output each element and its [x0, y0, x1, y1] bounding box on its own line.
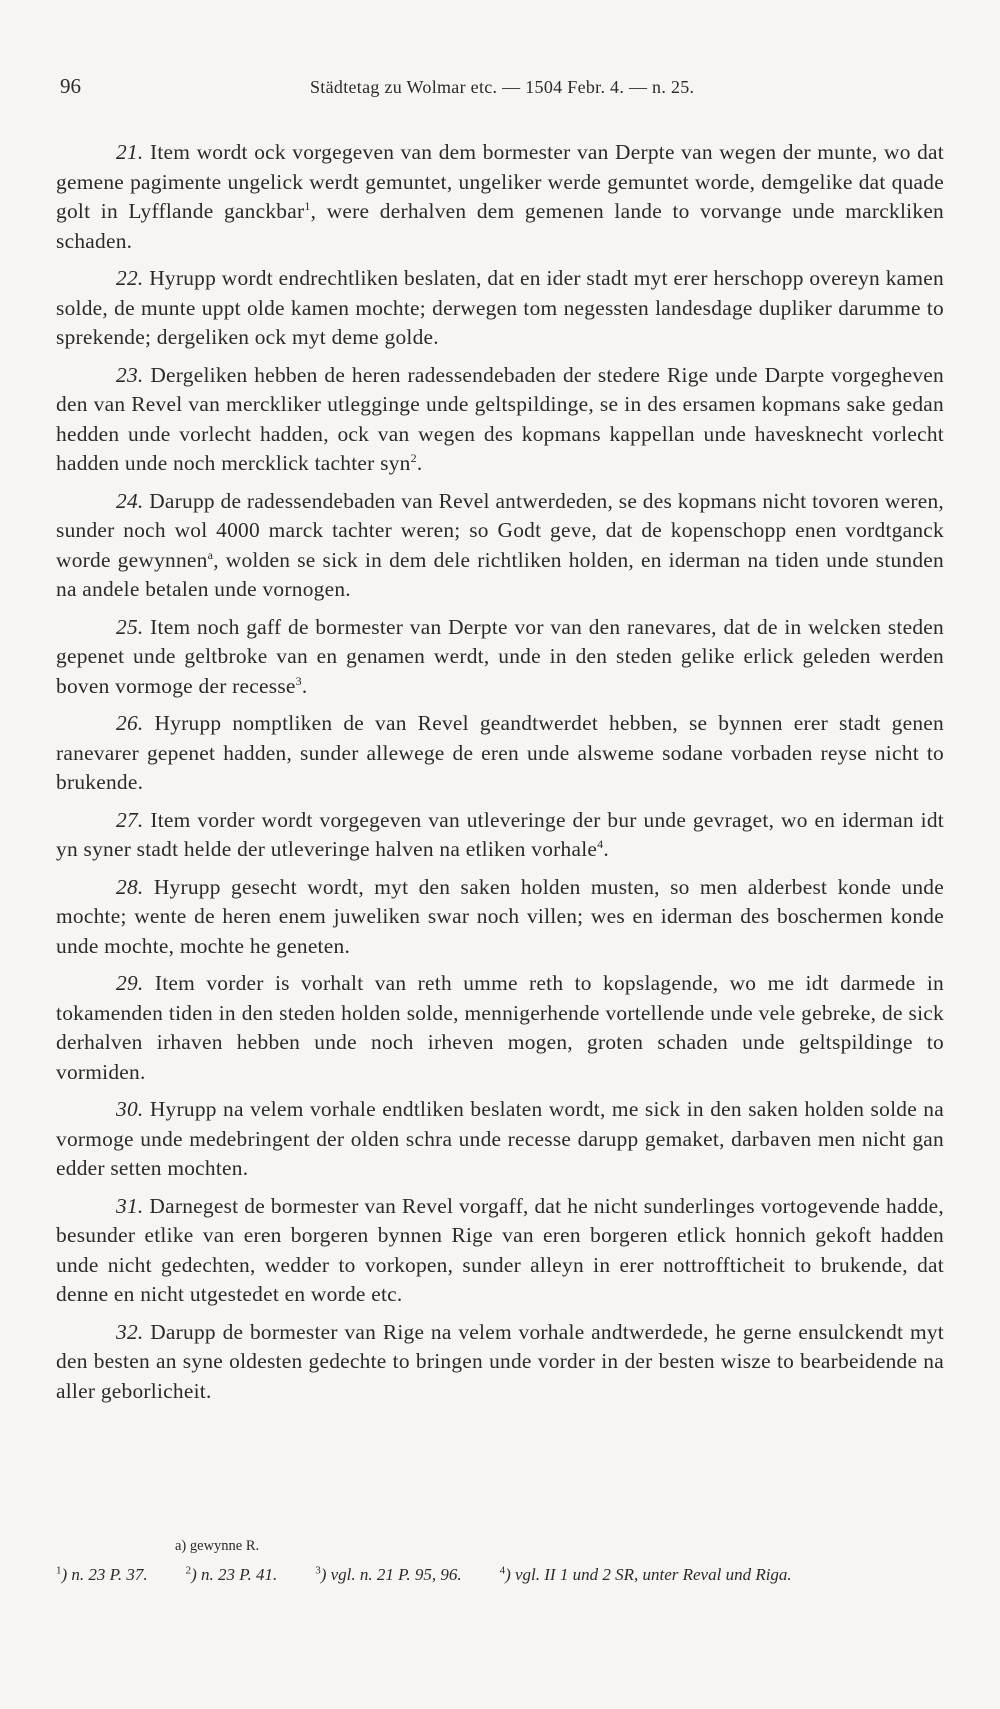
footnote-mark: 4	[499, 1564, 506, 1577]
paragraph-30	[56, 1095, 944, 1184]
paragraph-text-continued: , were derhalven dem gemenen lande to vorvange unde marckliken schaden.	[56, 199, 945, 253]
footnote-mark: 2	[185, 1564, 192, 1577]
footnote-reference: a	[207, 547, 214, 562]
footnote-reference: 3	[295, 673, 302, 688]
paragraph-number: 28.	[116, 874, 144, 899]
footnote-text: ) n. 23 P. 37.	[61, 1565, 148, 1584]
footnote-mark: 1	[56, 1564, 62, 1577]
footnote-3	[315, 1562, 461, 1587]
paragraph-text: Darupp de bormester van Rige na velem vorhale andtwerdede, he gerne ensulckendt myt den besten an syne oldesten gedechte to bringen unde vorder in der besten wisze to bearbeidende na aller geborlicheit.	[56, 1319, 944, 1403]
paragraph-32	[56, 1318, 944, 1407]
page-header	[60, 74, 940, 99]
paragraph-text: Darnegest de bormester van Revel vorgaff, dat he nicht sunderlinges vortogevende hadde, besunder etlike van eren borgeren bynnen Rige van eren borgeren etlick honnich gekoft hadden unde nicht gedechten, wedder to vorkopen, sunder alleyn in erer nottroffticheit to brukende, dat denne en nicht utgestedet en worde etc.	[56, 1193, 944, 1306]
footnote-text: ) n. 23 P. 41.	[191, 1565, 278, 1584]
paragraph-27	[56, 806, 944, 865]
body-text	[56, 138, 944, 1408]
page-number: 96	[60, 74, 81, 98]
footnote-4	[500, 1562, 792, 1587]
paragraph-text: Item vorder wordt vorgegeven van utleveringe der bur unde gevraget, wo en iderman idt yn syner stadt helde der utleveringe halven na etliken vorhale	[56, 807, 944, 861]
footnote-reference: 2	[410, 450, 417, 465]
paragraph-text-continued: .	[416, 451, 423, 475]
paragraph-text: Item noch gaff de bormester van Derpte vor van den ranevares, dat de in welcken steden gepenet unde geltbroke van en genamen werdt, unde in den steden gelike erlick geleden werden boven vormoge der recesse	[56, 614, 944, 698]
paragraph-25	[56, 613, 944, 702]
paragraph-31	[56, 1192, 944, 1310]
paragraph-number: 23.	[116, 362, 144, 387]
paragraph-21	[56, 138, 944, 256]
paragraph-text-continued: , wolden se sick in dem dele richtliken holden, en iderman na tiden unde stunden na andele betalen unde vornogen.	[56, 547, 945, 601]
paragraph-29	[56, 969, 944, 1087]
paragraph-text: Darupp de radessendebaden van Revel antwerdeden, se des kopmans nicht tovoren weren, sunder noch wol 4000 marck tachter weren; so Godt geve, dat de kopenschopp enen vordtganck worde gewynnen	[56, 488, 944, 572]
footnote-reference: 1	[304, 198, 311, 213]
paragraph-28	[56, 873, 944, 962]
paragraph-number: 32.	[116, 1319, 144, 1344]
footnotes	[56, 1562, 944, 1587]
paragraph-text: Item vorder is vorhalt van reth umme reth to kopslagende, wo me idt darmede in tokamenden tiden in den steden holden solde, mennigerhende vortellende unde vele gebreke, de sick derhalven irhaven hebben unde noch irheven mogen, groten schaden unde geltspildinge to vormiden.	[56, 971, 944, 1084]
paragraph-text: Hyrupp wordt endrechtliken beslaten, dat en ider stadt myt erer herschopp overeyn kamen solde, de munte uppt olde kamen mochte; derwegen tom negessten landesdage dupliker darumme to sprekende; dergeliken ock myt deme golde.	[56, 266, 944, 349]
paragraph-number: 27.	[116, 807, 144, 832]
paragraph-number: 21.	[116, 140, 144, 164]
footnote-reference: 4	[597, 836, 604, 851]
footnote-1	[56, 1562, 148, 1587]
footnote-2	[186, 1562, 278, 1587]
paragraph-text-continued: .	[603, 837, 610, 861]
paragraph-text: Hyrupp nomptliken de van Revel geandtwerdet hebben, se bynnen erer stadt genen ranevarer gepenet hadden, sunder allewege de eren unde alsweme sodane vorbaden reyse nicht to brukende.	[56, 711, 944, 794]
paragraph-22	[56, 264, 944, 353]
footnote-text: ) vgl. II 1 und 2 SR, unter Reval und Riga.	[505, 1565, 792, 1584]
footnote-mark: 3	[315, 1564, 321, 1577]
paragraph-number: 31.	[116, 1193, 144, 1218]
paragraph-number: 29.	[116, 971, 144, 995]
paragraph-number: 24.	[116, 488, 144, 513]
footnote-text: ) vgl. n. 21 P. 95, 96.	[320, 1565, 462, 1584]
paragraph-text-continued: .	[301, 673, 308, 698]
paragraph-26	[56, 709, 944, 798]
paragraph-text: Item wordt ock vorgegeven van dem bormester van Derpte van wegen der munte, wo dat gemene pagimente ungelick werdt gemuntet, ungeliker werde gemuntet worde, demgelike dat quade golt in Lyfflande ganckbar	[56, 140, 944, 223]
running-head: Städtetag zu Wolmar etc. — 1504 Febr. 4. — n. 25.	[310, 77, 695, 97]
paragraph-number: 22.	[116, 266, 144, 290]
paragraph-text: Hyrupp na velem vorhale endtliken beslaten wordt, me sick in den saken holden solde na vormoge unde medebringent der olden schra unde recesse darupp gemaket, darbaven men nicht gan edder setten mochten.	[56, 1097, 944, 1180]
paragraph-24	[56, 487, 944, 605]
textual-note: a) gewynne R.	[175, 1538, 260, 1554]
paragraph-23	[56, 361, 944, 479]
paragraph-text: Hyrupp gesecht wordt, myt den saken holden musten, so men alderbest konde unde mochte; wente de heren enem juweliken swar noch villen; wes en iderman des boschermen konde unde mochte, mochte he geneten.	[56, 874, 944, 958]
paragraph-number: 30.	[116, 1097, 144, 1121]
paragraph-number: 25.	[116, 614, 144, 639]
paragraph-number: 26.	[116, 711, 144, 735]
paragraph-text: Dergeliken hebben de heren radessendebaden der stedere Rige unde Darpte vorgegheven den van Revel van merckliker utlegginge unde geltspildinge, se in des ersamen kopmans sake gedan hedden unde vorlecht hadden, ock van wegen des kopmans kappellan unde havesknecht vorlecht hadden unde noch mercklick tachter syn	[56, 362, 944, 475]
